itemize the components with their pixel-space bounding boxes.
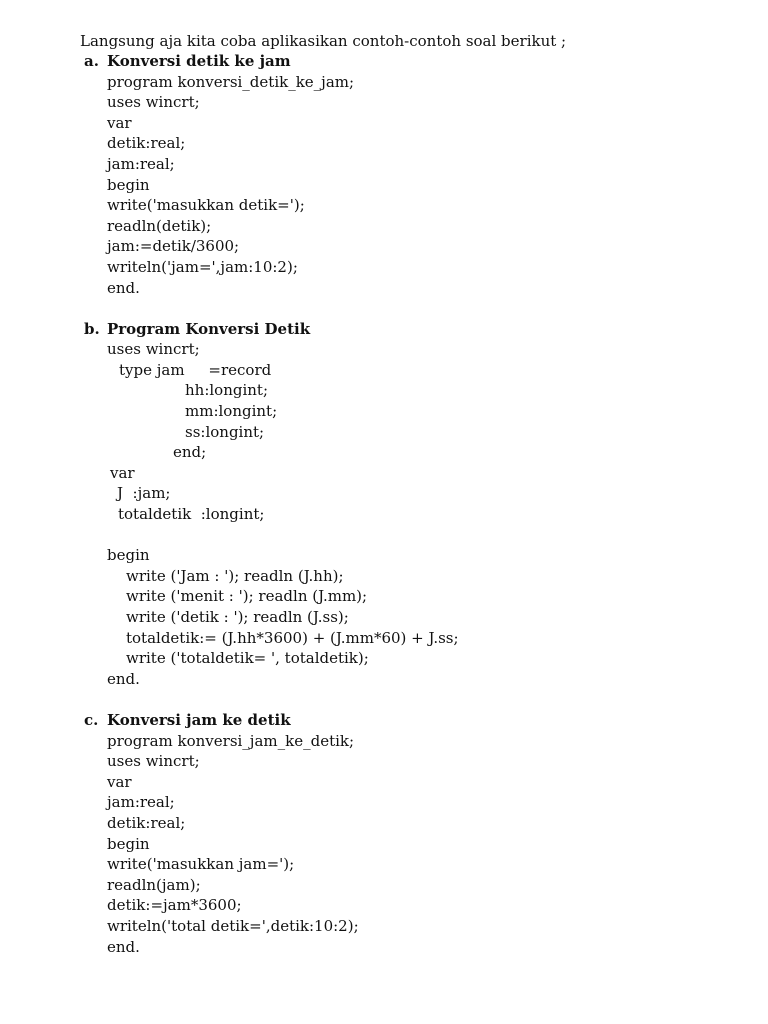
code-line: end. [107, 670, 140, 688]
intro-text: Langsung aja kita coba aplikasikan contoh-contoh soal berikut ; [80, 32, 567, 50]
code-line: end. [107, 938, 140, 956]
code-line: detik:real; [107, 134, 186, 152]
code-line: write ('detik : '); readln (J.ss); [126, 608, 349, 626]
section-title: Program Konversi Detik [107, 320, 311, 338]
code-line: var [107, 114, 132, 132]
code-line: writeln('jam=',jam:10:2); [107, 258, 298, 276]
code-line: begin [107, 176, 150, 194]
code-line: var [107, 773, 132, 791]
code-line: end. [107, 279, 140, 297]
code-line: uses wincrt; [107, 93, 200, 111]
code-line: uses wincrt; [107, 752, 200, 770]
code-line: program konversi_jam_ke_detik; [107, 732, 355, 750]
code-line: write('masukkan jam='); [107, 855, 295, 873]
code-line: write('masukkan detik='); [107, 196, 305, 214]
code-line: write ('menit : '); readln (J.mm); [126, 587, 368, 605]
section-marker: c. [84, 711, 99, 729]
code-line: jam:=detik/3600; [107, 237, 240, 255]
code-line: mm:longint; [185, 402, 278, 420]
code-line: uses wincrt; [107, 340, 200, 358]
code-line: program konversi_detik_ke_jam; [107, 73, 355, 91]
section-title: Konversi jam ke detik [107, 711, 291, 729]
code-line: readln(detik); [107, 217, 212, 235]
code-line: detik:real; [107, 814, 186, 832]
section-marker: b. [84, 320, 100, 338]
section-title: Konversi detik ke jam [107, 52, 291, 70]
section-marker: a. [84, 52, 99, 70]
code-line: var [110, 464, 135, 482]
code-line: hh:longint; [185, 381, 269, 399]
code-line: totaldetik:= (J.hh*3600) + (J.mm*60) + J.ss; [126, 629, 459, 647]
code-line: detik:=jam*3600; [107, 896, 242, 914]
code-line: readln(jam); [107, 876, 201, 894]
code-line: write ('Jam : '); readln (J.hh); [126, 567, 344, 585]
code-line: begin [107, 546, 150, 564]
code-line: jam:real; [107, 155, 175, 173]
code-line: totaldetik :longint; [118, 505, 265, 523]
code-line: begin [107, 835, 150, 853]
code-line: write ('totaldetik= ', totaldetik); [126, 649, 369, 667]
code-line: J :jam; [117, 484, 171, 502]
code-line: type jam =record [119, 361, 272, 379]
code-line: writeln('total detik=',detik:10:2); [107, 917, 359, 935]
code-line: jam:real; [107, 793, 175, 811]
code-line: ss:longint; [185, 423, 265, 441]
code-line: end; [173, 443, 207, 461]
